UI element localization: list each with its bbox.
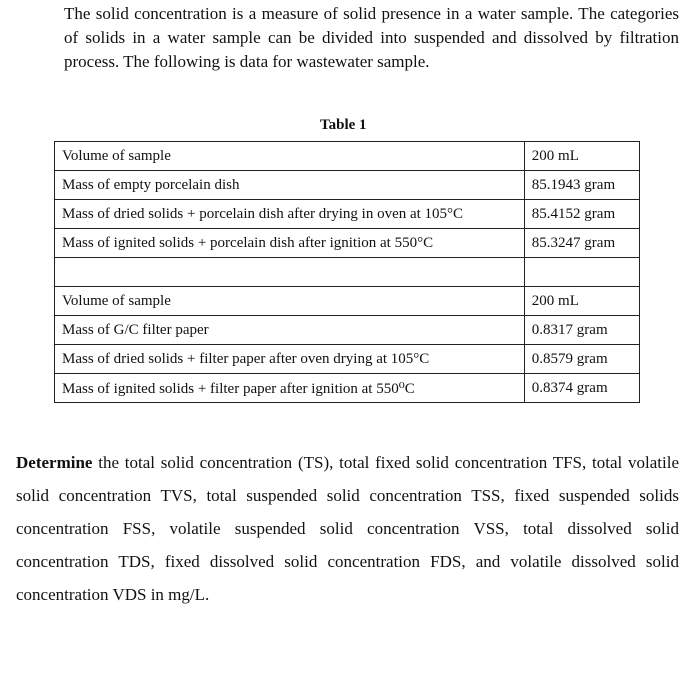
table-spacer-row bbox=[55, 258, 640, 287]
question-text: the total solid concentration (TS), total fixed solid concentration TFS, total volatile solid concentration TVS, total suspended solid concentration TSS, fixed suspended solids concentration FSS, volatile suspended solid concentration VSS, total dissolved solid concentration TDS, fixed dissolved solid concentration FDS, and volatile dissolved solid concentration VDS in mg/L. bbox=[16, 453, 679, 604]
table-row bbox=[55, 229, 640, 258]
table-row bbox=[55, 316, 640, 345]
row-label: Mass of dried solids + porcelain dish after drying in oven at 105°C bbox=[55, 200, 525, 229]
table-row bbox=[55, 200, 640, 229]
row-label: Volume of sample bbox=[55, 142, 525, 171]
row-value: 0.8374 gram bbox=[524, 374, 639, 403]
question-paragraph bbox=[16, 446, 679, 611]
row-label: Mass of ignited solids + filter paper after ignition at 550⁰C bbox=[55, 374, 525, 403]
spacer-cell bbox=[55, 258, 525, 287]
row-label: Volume of sample bbox=[55, 287, 525, 316]
row-label: Mass of ignited solids + porcelain dish after ignition at 550°C bbox=[55, 229, 525, 258]
spacer-cell bbox=[524, 258, 639, 287]
table-row bbox=[55, 287, 640, 316]
row-value: 200 mL bbox=[524, 287, 639, 316]
intro-paragraph: The solid concentration is a measure of solid presence in a water sample. The categories of solids in a water sample can be divided into suspended and dissolved by filtration process. The following is data for wastewater sample. bbox=[64, 4, 679, 71]
data-table bbox=[54, 141, 640, 403]
question-lead: Determine bbox=[16, 453, 93, 472]
table-row bbox=[55, 345, 640, 374]
row-value: 85.1943 gram bbox=[524, 171, 639, 200]
row-label: Mass of empty porcelain dish bbox=[55, 171, 525, 200]
table-title: Table 1 bbox=[320, 117, 367, 133]
row-value: 200 mL bbox=[524, 142, 639, 171]
row-value: 85.4152 gram bbox=[524, 200, 639, 229]
table-row bbox=[55, 142, 640, 171]
row-value: 0.8579 gram bbox=[524, 345, 639, 374]
row-label: Mass of dried solids + filter paper after oven drying at 105°C bbox=[55, 345, 525, 374]
table-row bbox=[55, 171, 640, 200]
row-value: 85.3247 gram bbox=[524, 229, 639, 258]
table-row bbox=[55, 374, 640, 403]
row-label: Mass of G/C filter paper bbox=[55, 316, 525, 345]
row-value: 0.8317 gram bbox=[524, 316, 639, 345]
